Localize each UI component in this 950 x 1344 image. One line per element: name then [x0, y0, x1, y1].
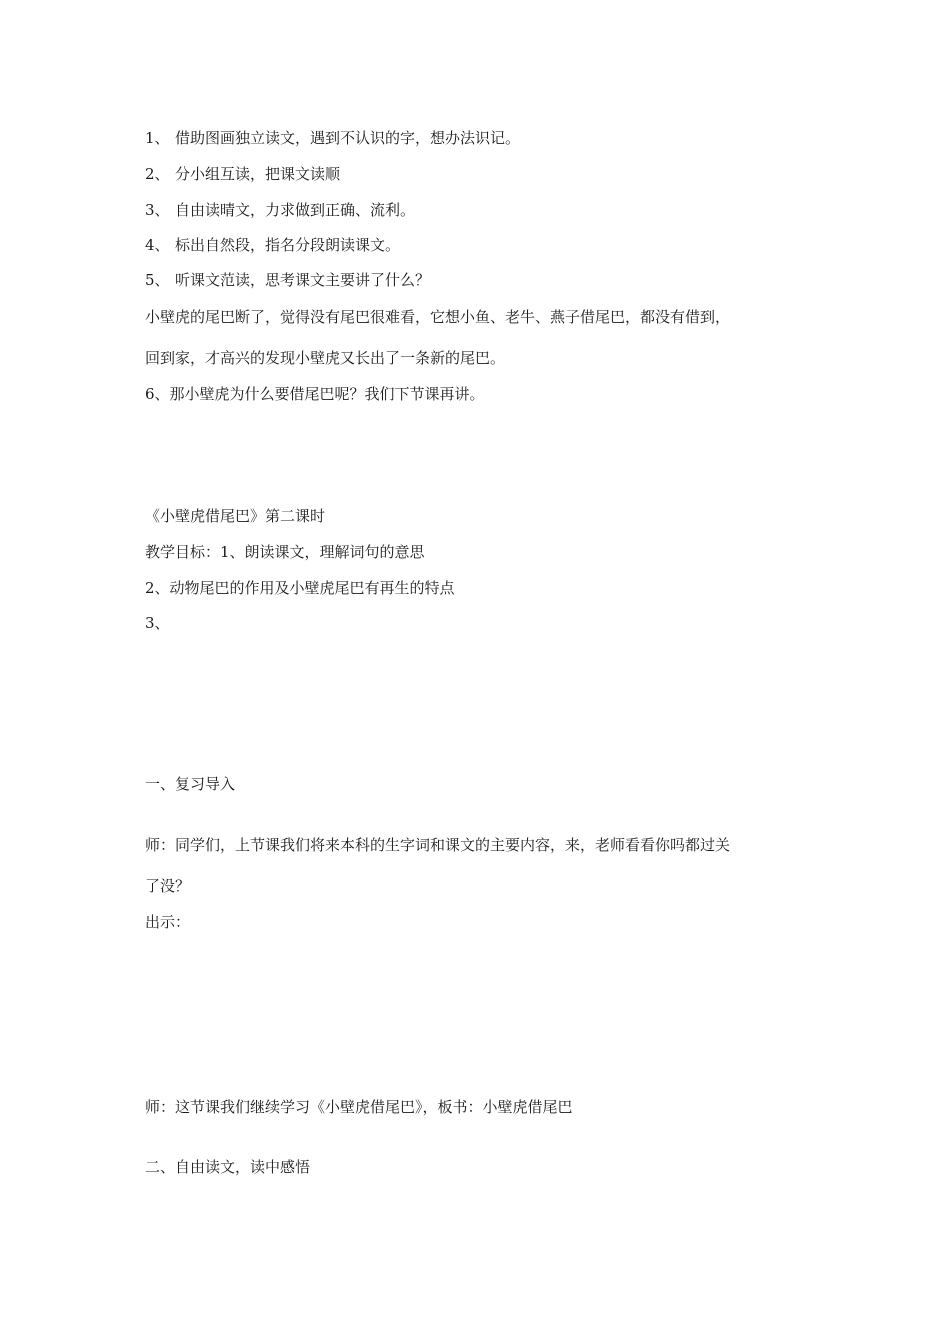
step-number: 3、 — [145, 201, 170, 219]
step-text: 标出自然段，指名分段朗读课文。 — [175, 236, 401, 254]
step-2 — [145, 164, 340, 184]
step-text: 自由读晴文，力求做到正确、流利。 — [175, 201, 416, 219]
summary-line-1: 小壁虎的尾巴断了，觉得没有尾巴很难看，它想小鱼、老牛、燕子借尾巴，都没有借到， — [145, 308, 731, 326]
step-number: 1、 — [145, 129, 170, 147]
step-number: 2、 — [145, 165, 170, 183]
show-label: 出示： — [145, 913, 191, 931]
step-5 — [145, 270, 430, 290]
teacher-line-2: 了没？ — [145, 877, 191, 895]
step-text: 借助图画独立读文，遇到不认识的字，想办法识记。 — [175, 129, 521, 147]
step-number: 4、 — [145, 236, 170, 254]
step-number: 5、 — [145, 271, 170, 289]
teaching-goal-2: 2、动物尾巴的作用及小壁虎尾巴有再生的特点 — [145, 579, 455, 597]
step-1 — [145, 128, 520, 148]
summary-line-2: 回到家，才高兴的发现小壁虎又长出了一条新的尾巴。 — [145, 349, 506, 367]
lesson-title: 《小壁虎借尾巴》第二课时 — [145, 507, 326, 525]
section-2-heading: 二、自由读文，读中感悟 — [145, 1158, 311, 1176]
teacher-line-3: 师：这节课我们继续学习《小壁虎借尾巴》，板书：小壁虎借尾巴 — [145, 1098, 573, 1116]
teacher-line-1: 师：同学们，上节课我们将来本科的生字词和课文的主要内容，来，老师看看你吗都过关 — [145, 836, 731, 854]
step-text: 分小组互读，把课文读顺 — [175, 165, 341, 183]
step-4 — [145, 235, 400, 255]
teaching-goal-1: 教学目标：1、朗读课文，理解词句的意思 — [145, 543, 425, 561]
step-text: 听课文范读，思考课文主要讲了什么？ — [175, 271, 431, 289]
step-3 — [145, 200, 415, 220]
step-6: 6、那小壁虎为什么要借尾巴呢？我们下节课再讲。 — [145, 385, 485, 403]
section-1-heading: 一、复习导入 — [145, 775, 236, 793]
teaching-goal-3: 3、 — [145, 614, 170, 632]
